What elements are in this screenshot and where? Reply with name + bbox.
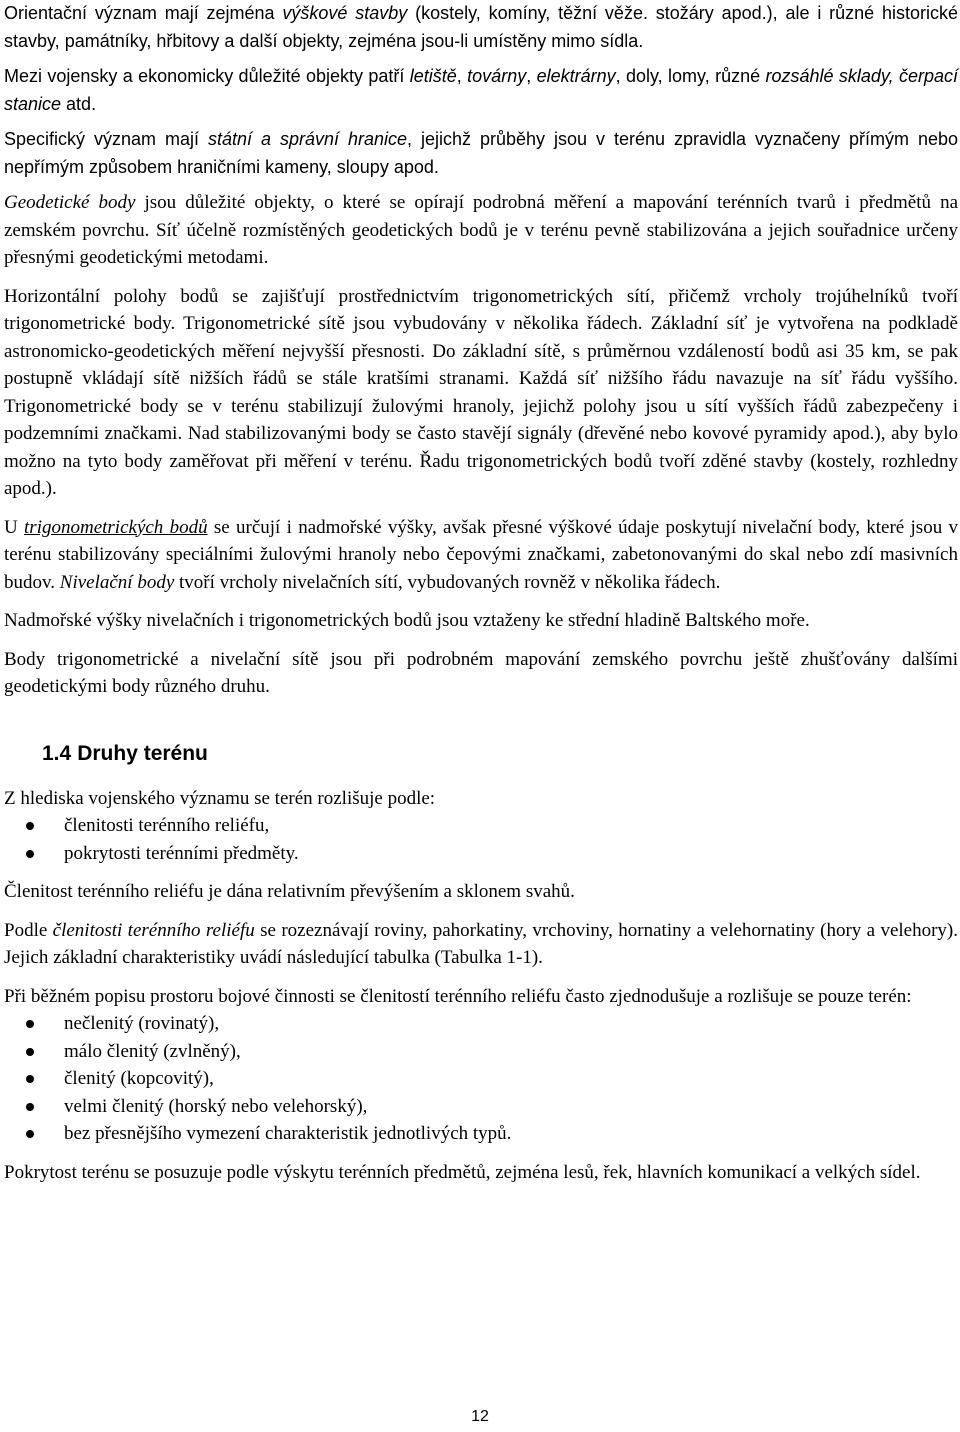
page-number: 12 [471, 1408, 489, 1425]
bullet-icon [26, 1130, 34, 1138]
paragraph-orientation-objects: Orientační význam mají zejména výškové stavby (kostely, komíny, těžní věže. stožáry apod.), ale i různé historické stavby, památníky, hřbitovy a další objekty, zejména jsou-li umístěny mimo sídla. [4, 3, 959, 51]
paragraph-geodetic-points: Geodetické body jsou důležité objekty, o které se opírají podrobná měření a mapování terénních tvarů i předmětů na zemském povrchu. Síť účelně rozmístěných geodetických bodů je v terénu pevně stabilizována a jejich souřadnice určeny přesnými geodetickými metodami. [4, 192, 958, 268]
terrain-type-list [4, 1010, 958, 1148]
paragraph-trigonometric-networks: Horizontální polohy bodů se zajišťují prostřednictvím trigonometrických sítí, přičemž vrcholy trojúhelníků tvoří trigonometrické body. Trigonometrické sítě jsou vybudovány v několika řádech. Základní síť je vytvořena na podkladě astronomicko-geodetických měření nejvyšší přesnosti. Do základní sítě, s průměrnou vzdáleností bodů asi 35 km, se pak postupně vkládají sítě nižších řádů se stále kratšími stranami. Každá síť nižšího řádu navazuje na síť řádu vyššího. Trigonometrické body se v terénu stabilizují žulovými hranoly, jejichž polohy jsou u sítí vyšších řádů zabezpečeny i podzemními značkami. Nad stabilizovanými body se často stavějí signály (dřevěné nebo kovové pyramidy apod.), aby bylo možno na tyto body zaměřovat při měření v terénu. Řadu trigonometrických bodů tvoří zděné stavby (kostely, rozhledny apod.). [4, 285, 958, 499]
paragraph-baltic-sea-level: Nadmořské výšky nivelačních i trigonometrických bodů jsou vztaženy ke střední hladině Baltského moře. [4, 610, 810, 631]
section-number: 1.4 [42, 741, 72, 765]
paragraph-terrain-criteria: Z hlediska vojenského významu se terén rozlišuje podle: [4, 787, 436, 809]
bullet-icon [26, 850, 34, 858]
list-item: bez přesnějšího vymezení charakteristik jednotlivých typů. [4, 1120, 958, 1148]
list-item: členitý (kopcovitý), [4, 1065, 958, 1093]
document-page [4, 0, 958, 1432]
paragraph-military-objects: Mezi vojensky a ekonomicky důležité objekty patří letiště, továrny, elektrárny, doly, lomy, různé rozsáhlé sklady, čerpací stanice atd. [4, 66, 958, 114]
paragraph-relief-definition: Členitost terénního reliéfu je dána relativním převýšením a sklonem svahů. [4, 881, 575, 902]
list-item: málo členitý (zvlněný), [4, 1038, 958, 1066]
list-item: členitosti terénního reliéfu, [4, 812, 958, 840]
section-title: Druhy terénu [77, 741, 208, 765]
criteria-list [4, 812, 958, 867]
paragraph-relief-types: Podle členitosti terénního reliéfu se rozeznávají roviny, pahorkatiny, vrchoviny, hornatiny a velehornatiny (hory a velehory). Jejich základní charakteristiky uvádí následující tabulka (Tabulka 1-1). [4, 919, 958, 968]
bullet-icon [26, 822, 34, 830]
bullet-icon [26, 1103, 34, 1111]
paragraph-simplified-terrain: Při běžném popisu prostoru bojové činnosti se členitostí terénního reliéfu často zjednodušuje a rozlišuje se pouze terén: [4, 985, 912, 1007]
paragraph-terrain-coverage: Pokrytost terénu se posuzuje podle výskytu terénních předmětů, zejména lesů, řek, hlavních komunikací a velkých sídel. [4, 1161, 921, 1183]
bullet-icon [26, 1020, 34, 1028]
section-heading [42, 739, 958, 769]
bullet-icon [26, 1075, 34, 1083]
paragraph-borders: Specifický význam mají státní a správní hranice, jejichž průběhy jsou v terénu zpravidla vyznačeny přímým nebo nepřímým způsobem hraničními kameny, sloupy apod. [4, 129, 958, 177]
paragraph-densification: Body trigonometrické a nivelační sítě jsou při podrobném mapování zemského povrchu ještě zhušťovány dalšími geodetickými body různého druhu. [4, 648, 958, 697]
list-item: nečlenitý (rovinatý), [4, 1010, 958, 1038]
bullet-icon [26, 1048, 34, 1056]
list-item: pokrytosti terénními předměty. [4, 840, 958, 868]
paragraph-levelling-points: U trigonometrických bodů se určují i nadmořské výšky, avšak přesné výškové údaje poskytují nivelační body, které jsou v terénu stabilizovány speciálními žulovými hranoly nebo čepovými značkami, zabetonovanými do skal nebo zdí masivních budov. Nivelační body tvoří vrcholy nivelačních sítí, vybudovaných rovněž v několika řádech. [4, 516, 958, 593]
list-item: velmi členitý (horský nebo velehorský), [4, 1093, 958, 1121]
